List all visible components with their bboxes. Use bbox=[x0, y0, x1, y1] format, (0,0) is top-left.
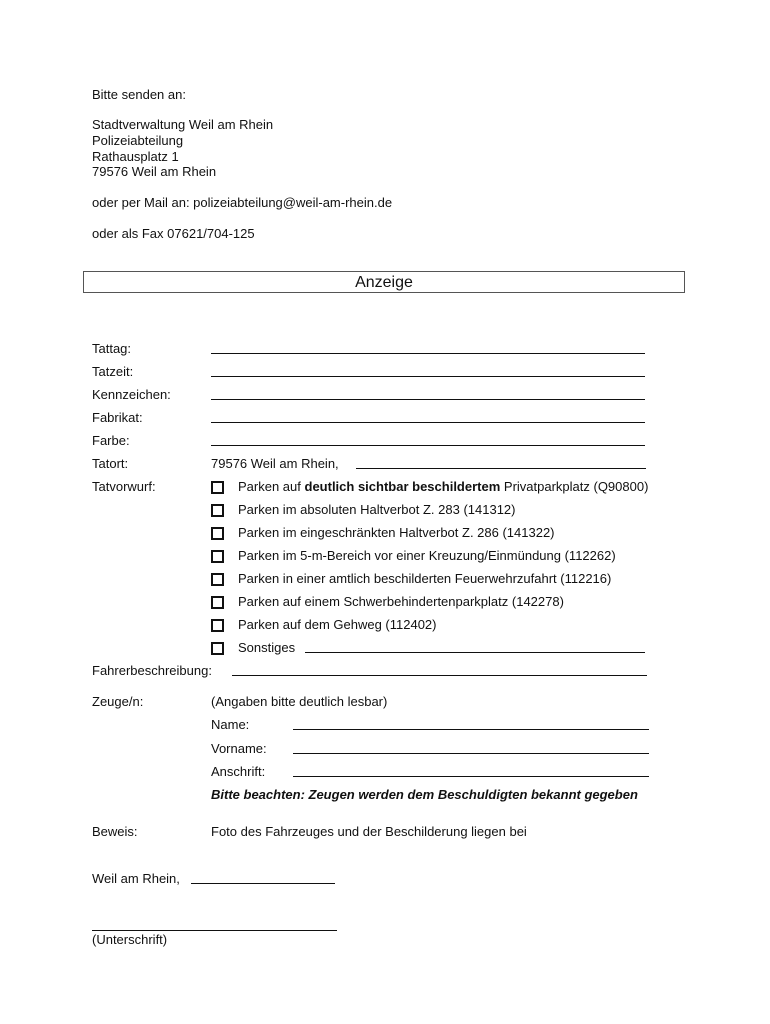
address-line: Polizeiabteilung bbox=[92, 133, 184, 148]
farbe-input-line[interactable] bbox=[211, 445, 645, 446]
witness-anschrift-label: Anschrift: bbox=[211, 764, 266, 779]
date-input-line[interactable] bbox=[191, 883, 335, 884]
witness-notice: Bitte beachten: Zeugen werden dem Beschuldigten bekannt gegeben bbox=[211, 787, 638, 802]
checkbox-option-4[interactable] bbox=[211, 550, 224, 563]
option-2-text: Parken im absoluten Haltverbot Z. 283 (141312) bbox=[238, 502, 516, 517]
option-1-text-bold: deutlich sichtbar beschildertem bbox=[304, 479, 501, 494]
address-line: 79576 Weil am Rhein bbox=[92, 164, 217, 179]
option-1-text bbox=[238, 479, 648, 495]
fax-line: oder als Fax 07621/704-125 bbox=[92, 226, 255, 241]
field-label-zeuge: Zeuge/n: bbox=[92, 694, 144, 709]
tatort-prefix: 79576 Weil am Rhein, bbox=[211, 456, 339, 471]
checkbox-option-8[interactable] bbox=[211, 642, 224, 655]
option-1-text-start: Parken auf bbox=[238, 479, 305, 494]
sonstiges-input-line[interactable] bbox=[305, 652, 645, 653]
field-label-tattag: Tattag: bbox=[92, 341, 132, 356]
address-line: Stadtverwaltung Weil am Rhein bbox=[92, 117, 274, 132]
witness-vorname-input-line[interactable] bbox=[293, 753, 649, 754]
tattag-input-line[interactable] bbox=[211, 353, 645, 354]
place-label: Weil am Rhein, bbox=[92, 871, 180, 886]
field-label-beweis: Beweis: bbox=[92, 824, 138, 839]
field-label-fahrerbeschreibung: Fahrerbeschreibung: bbox=[92, 663, 212, 678]
signature-line[interactable] bbox=[92, 930, 337, 931]
option-8-text: Sonstiges bbox=[238, 640, 296, 655]
checkbox-option-1[interactable] bbox=[211, 481, 224, 494]
option-5-text: Parken in einer amtlich beschilderten Feuerwehrzufahrt (112216) bbox=[238, 571, 612, 586]
kennzeichen-input-line[interactable] bbox=[211, 399, 645, 400]
field-label-farbe: Farbe: bbox=[92, 433, 130, 448]
fabrikat-input-line[interactable] bbox=[211, 422, 645, 423]
option-1-text-end: Privatparkplatz (Q90800) bbox=[500, 479, 649, 494]
option-4-text: Parken im 5-m-Bereich vor einer Kreuzung/Einmündung (112262) bbox=[238, 548, 616, 563]
checkbox-option-2[interactable] bbox=[211, 504, 224, 517]
witness-anschrift-input-line[interactable] bbox=[293, 776, 649, 777]
tatzeit-input-line[interactable] bbox=[211, 376, 645, 377]
field-label-tatvorwurf: Tatvorwurf: bbox=[92, 479, 156, 494]
option-3-text: Parken im eingeschränkten Haltverbot Z. 286 (141322) bbox=[238, 525, 555, 540]
form-title: Anzeige bbox=[83, 271, 685, 293]
tatort-input-line[interactable] bbox=[356, 468, 646, 469]
mail-line: oder per Mail an: polizeiabteilung@weil-am-rhein.de bbox=[92, 195, 393, 210]
witness-hint: (Angaben bitte deutlich lesbar) bbox=[211, 694, 388, 709]
field-label-tatzeit: Tatzeit: bbox=[92, 364, 134, 379]
witness-vorname-label: Vorname: bbox=[211, 741, 267, 756]
signature-label: (Unterschrift) bbox=[92, 932, 168, 947]
witness-name-label: Name: bbox=[211, 717, 250, 732]
field-label-tatort: Tatort: bbox=[92, 456, 129, 471]
checkbox-option-5[interactable] bbox=[211, 573, 224, 586]
checkbox-option-3[interactable] bbox=[211, 527, 224, 540]
checkbox-option-6[interactable] bbox=[211, 596, 224, 609]
evidence-text: Foto des Fahrzeuges und der Beschilderung liegen bei bbox=[211, 824, 527, 839]
witness-name-input-line[interactable] bbox=[293, 729, 649, 730]
address-line: Rathausplatz 1 bbox=[92, 149, 179, 164]
field-label-kennzeichen: Kennzeichen: bbox=[92, 387, 171, 402]
option-7-text: Parken auf dem Gehweg (112402) bbox=[238, 617, 437, 632]
field-label-fabrikat: Fabrikat: bbox=[92, 410, 143, 425]
option-6-text: Parken auf einem Schwerbehindertenparkplatz (142278) bbox=[238, 594, 564, 609]
send-to-label: Bitte senden an: bbox=[92, 87, 186, 102]
fahrerbeschreibung-input-line[interactable] bbox=[232, 675, 647, 676]
checkbox-option-7[interactable] bbox=[211, 619, 224, 632]
